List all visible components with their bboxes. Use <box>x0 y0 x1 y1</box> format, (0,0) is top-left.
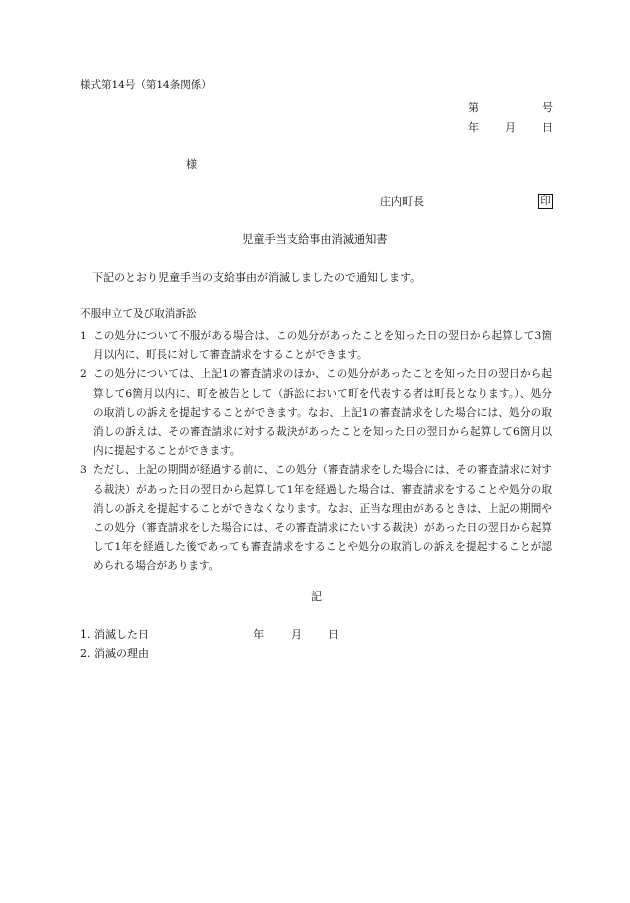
appeal-item-text: この処分について不服がある場合は、この処分があったことを知った日の翌日から起算して3箇月以内に、町長に対して審査請求をすることができます。 <box>93 330 552 362</box>
document-title: 児童手当支給事由消滅通知書 <box>242 233 388 246</box>
appeal-item-number: 1 <box>80 330 87 342</box>
appeal-item-text: この処分については、上記1の審査請求のほか、この処分があったことを知った日の翌日から起算して6箇月以内に、町を被告として（訴訟において町を代表する者は町長となります。）、処分の取消しの訴えを提起することができます。なお、上記1の審査請求をした場合には、処分の取消しの訴えは、その審査請求に対する裁決があったことを知った日の翌日から起算して6箇月以内に提起することができます。 <box>93 368 552 458</box>
appeal-item-number: 3 <box>80 464 87 477</box>
field-month: 月 <box>291 628 302 641</box>
sender-name: 庄内町長 <box>380 195 424 208</box>
appeal-item-text: ただし、上記の期間が経過する前に、この処分（審査請求をした場合には、その審査請求に対する裁決）があった日の翌日から起算して1年を経過した場合は、審査請求をすることや処分の取消しの訴えを提起することができなくなります。なお、正当な理由があるときは、上記の期間やこの処分（審査請求をした場合には、その審査請求にたいする裁決）があった日の翌日から起算して1年を経過した後であっても審査請求をすることや処分の取消しの訴えを提起することが認められる場合があります。 <box>93 464 552 573</box>
date-day: 日 <box>542 121 553 134</box>
appeal-item <box>80 327 552 365</box>
number-prefix: 第 <box>468 101 479 114</box>
seal-mark: 印 <box>538 194 553 209</box>
intro-text: 下記のとおり児童手当の支給事由が消滅しましたので通知します。 <box>92 271 422 284</box>
ki-heading: 記 <box>311 590 322 603</box>
field-year: 年 <box>253 628 264 641</box>
appeal-item <box>80 365 552 461</box>
appeal-list <box>80 327 552 577</box>
date-month: 月 <box>505 121 516 134</box>
field-day: 日 <box>328 628 339 641</box>
form-id: 様式第14号（第14条関係） <box>80 79 212 91</box>
appeal-heading: 不服申立て及び取消訴訟 <box>80 308 197 320</box>
appeal-item <box>80 461 552 576</box>
date-year: 年 <box>468 121 479 134</box>
field-label: 1. 消滅した日 <box>80 628 149 641</box>
appeal-item-number: 2 <box>80 368 87 381</box>
number-suffix: 号 <box>542 101 553 114</box>
field-label: 2. 消滅の理由 <box>80 647 149 660</box>
addressee-suffix: 様 <box>186 158 197 171</box>
